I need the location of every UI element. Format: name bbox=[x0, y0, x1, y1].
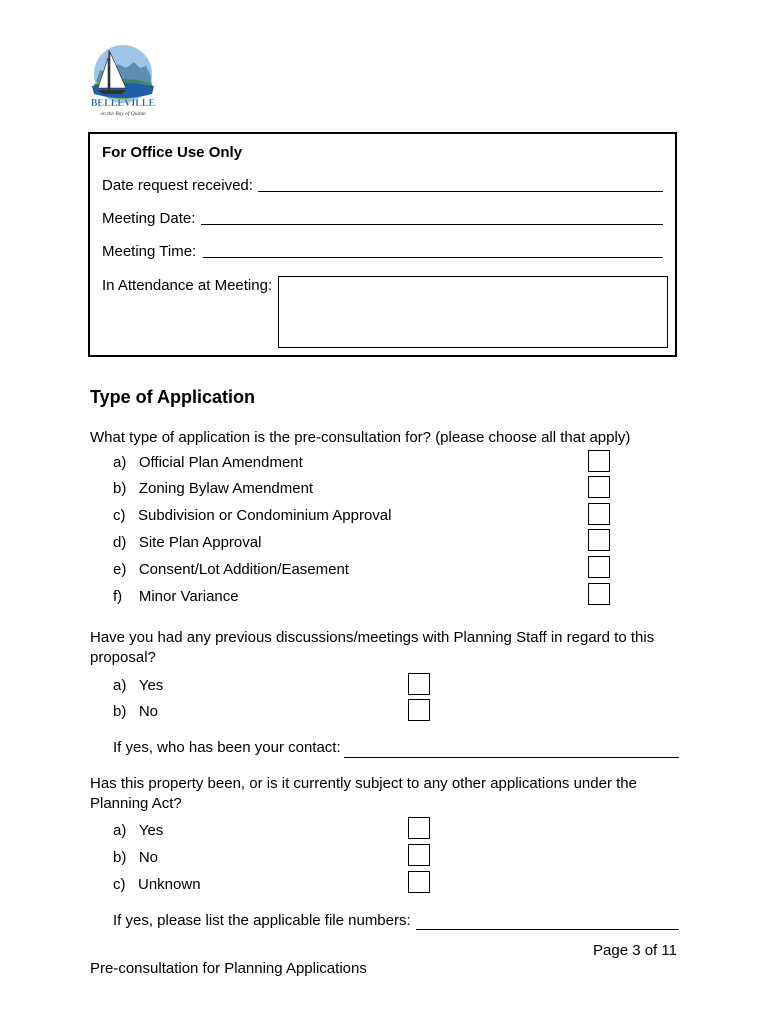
date-request-field[interactable] bbox=[258, 191, 663, 192]
footer-title: Pre-consultation for Planning Applications bbox=[90, 960, 367, 977]
meeting-time-label: Meeting Time: bbox=[102, 243, 197, 260]
option-label: b) No bbox=[113, 703, 159, 720]
option-label: f) Minor Variance bbox=[113, 588, 239, 605]
svg-text:on the Bay of Quinte: on the Bay of Quinte bbox=[100, 111, 146, 117]
file-numbers-field[interactable] bbox=[416, 929, 679, 930]
consent-checkbox[interactable] bbox=[588, 556, 610, 578]
attendance-label: In Attendance at Meeting: bbox=[102, 277, 273, 294]
office-use-box bbox=[88, 132, 677, 357]
planning-unknown-checkbox[interactable] bbox=[408, 871, 430, 893]
zoning-bylaw-checkbox[interactable] bbox=[588, 476, 610, 498]
discussions-question: Have you had any previous discussions/meetings with Planning Staff in regard to this proposal? bbox=[90, 629, 655, 666]
attendance-field[interactable] bbox=[278, 276, 668, 348]
section-heading: Type of Application bbox=[90, 387, 255, 407]
office-use-title: For Office Use Only bbox=[102, 144, 243, 161]
belleville-logo bbox=[86, 44, 160, 120]
option-label: c) Unknown bbox=[113, 876, 201, 893]
file-numbers-label: If yes, please list the applicable file numbers: bbox=[113, 912, 411, 929]
minor-variance-checkbox[interactable] bbox=[588, 583, 610, 605]
option-label: b) Zoning Bylaw Amendment bbox=[113, 480, 314, 497]
date-request-label: Date request received: bbox=[102, 177, 253, 194]
option-label: d) Site Plan Approval bbox=[113, 534, 262, 551]
application-type-question: What type of application is the pre-consultation for? (please choose all that apply) bbox=[90, 429, 631, 446]
contact-field[interactable] bbox=[344, 757, 679, 758]
page-number: Page 3 of 11 bbox=[593, 942, 677, 959]
planning-no-checkbox[interactable] bbox=[408, 844, 430, 866]
option-label: c) Subdivision or Condominium Approval bbox=[113, 507, 392, 524]
option-label: e) Consent/Lot Addition/Easement bbox=[113, 561, 349, 578]
svg-text:BELLEVILLE: BELLEVILLE bbox=[90, 98, 156, 109]
option-label: a) Yes bbox=[113, 677, 164, 694]
meeting-date-field[interactable] bbox=[201, 224, 663, 225]
subdivision-checkbox[interactable] bbox=[588, 503, 610, 525]
planning-yes-checkbox[interactable] bbox=[408, 817, 430, 839]
meeting-time-field[interactable] bbox=[203, 257, 663, 258]
planning-act-question: Has this property been, or is it currently subject to any other applications under the Planning Act? bbox=[90, 775, 637, 812]
contact-label: If yes, who has been your contact: bbox=[113, 739, 341, 756]
option-label: b) No bbox=[113, 849, 159, 866]
option-label: a) Yes bbox=[113, 822, 164, 839]
meeting-date-label: Meeting Date: bbox=[102, 210, 196, 227]
discussion-yes-checkbox[interactable] bbox=[408, 673, 430, 695]
official-plan-checkbox[interactable] bbox=[588, 450, 610, 472]
site-plan-checkbox[interactable] bbox=[588, 529, 610, 551]
option-label: a) Official Plan Amendment bbox=[113, 454, 303, 471]
discussion-no-checkbox[interactable] bbox=[408, 699, 430, 721]
